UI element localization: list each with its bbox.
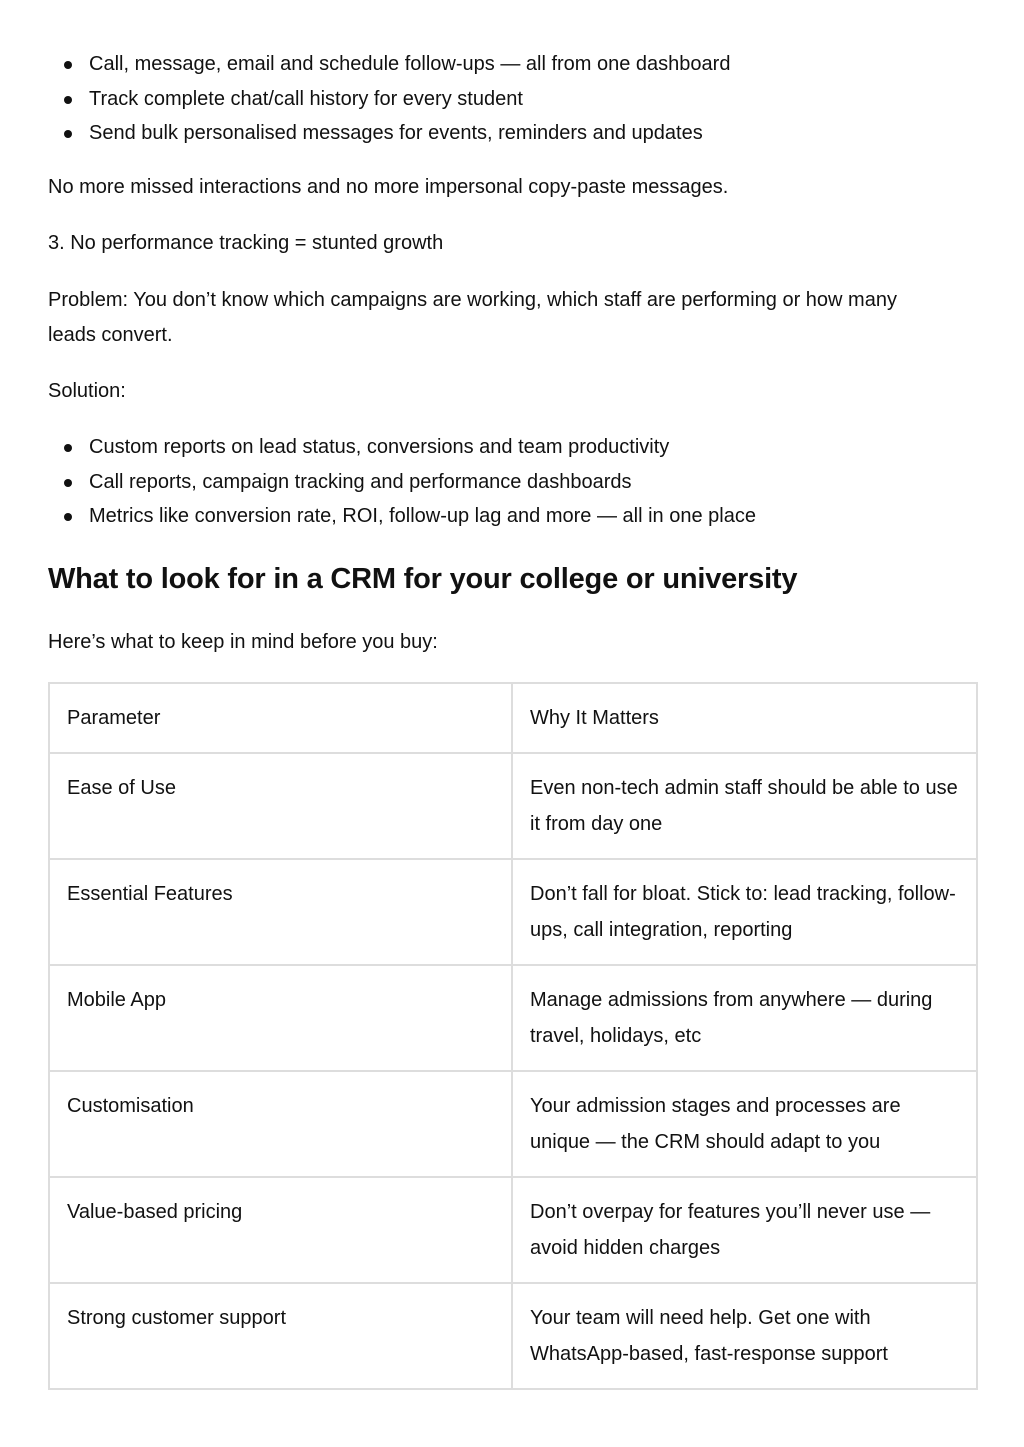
table-header-cell: Why It Matters [512,683,977,753]
solution-bullet-list [48,430,978,534]
table-cell-parameter: Value-based pricing [49,1177,512,1283]
list-item: Call, message, email and schedule follow-ups — all from one dashboard [48,47,978,82]
table-cell-reason: Don’t overpay for features you’ll never use — avoid hidden charges [512,1177,977,1283]
feature-bullet-list [48,47,978,151]
paragraph-missed-interactions: No more missed interactions and no more impersonal copy-paste messages. [48,176,729,198]
table-cell-reason: Manage admissions from anywhere — during travel, holidays, etc [512,965,977,1071]
table-row [49,859,977,965]
table-cell-parameter: Essential Features [49,859,512,965]
section-3-title: 3. No performance tracking = stunted growth [48,232,444,254]
table-cell-reason: Your team will need help. Get one with WhatsApp-based, fast-response support [512,1283,977,1389]
list-item: Custom reports on lead status, conversions and team productivity [48,430,978,465]
table-row [49,753,977,859]
table-row [49,1071,977,1177]
problem-paragraph: Problem: You don’t know which campaigns are working, which staff are performing or how many leads convert. [48,289,897,346]
table-cell-parameter: Strong customer support [49,1283,512,1389]
section-heading: What to look for in a CRM for your college or university [48,563,798,595]
table-row [49,1177,977,1283]
list-item: Send bulk personalised messages for events, reminders and updates [48,116,978,151]
table-row [49,1283,977,1389]
table-header-cell: Parameter [49,683,512,753]
table-cell-reason: Even non-tech admin staff should be able to use it from day one [512,753,977,859]
table-cell-reason: Your admission stages and processes are unique — the CRM should adapt to you [512,1071,977,1177]
table-row [49,965,977,1071]
crm-criteria-table [48,682,978,1390]
list-item: Metrics like conversion rate, ROI, follow-up lag and more — all in one place [48,499,978,534]
table-cell-parameter: Ease of Use [49,753,512,859]
list-item: Call reports, campaign tracking and performance dashboards [48,465,978,500]
list-item: Track complete chat/call history for every student [48,82,978,117]
solution-label: Solution: [48,380,126,402]
table-cell-reason: Don’t fall for bloat. Stick to: lead tracking, follow-ups, call integration, reporting [512,859,977,965]
table-cell-parameter: Mobile App [49,965,512,1071]
intro-paragraph: Here’s what to keep in mind before you buy: [48,631,438,653]
table-cell-parameter: Customisation [49,1071,512,1177]
table-header-row [49,683,977,753]
